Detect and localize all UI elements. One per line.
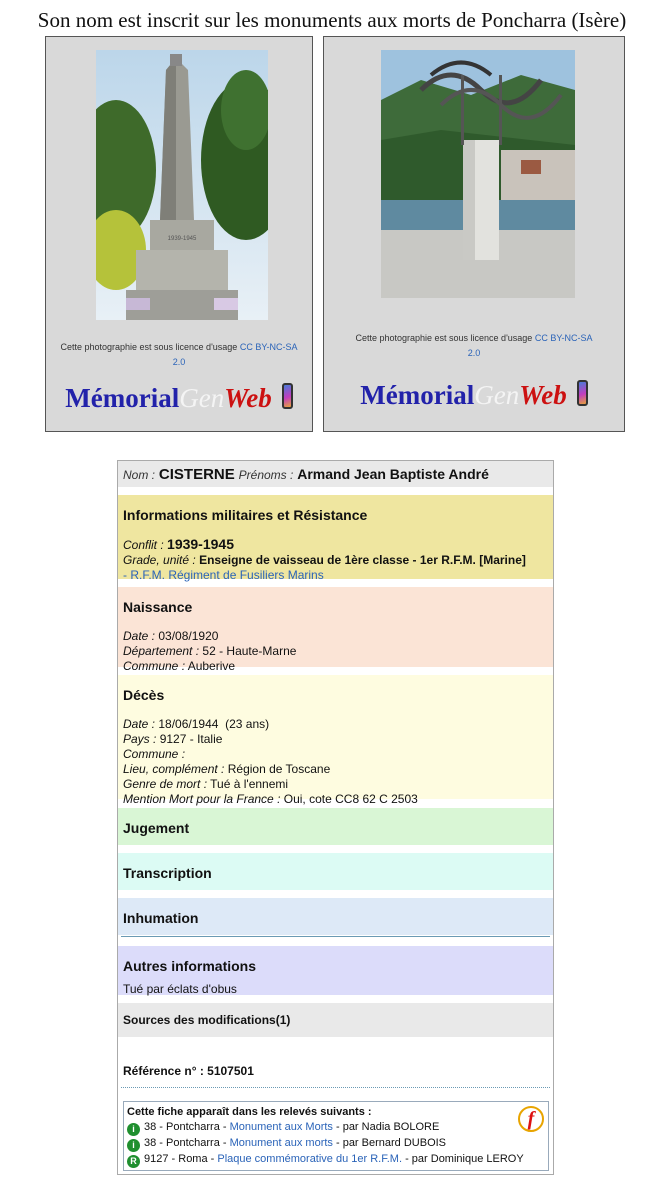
releve-prefix: 38 - Pontcharra -	[144, 1121, 230, 1133]
naissance-date-label: Date :	[123, 629, 156, 643]
prenoms-label: Prénoms :	[238, 468, 294, 482]
lieu-label: Lieu, complément :	[123, 762, 225, 776]
releve-prefix: 9127 - Roma -	[144, 1153, 218, 1165]
departement-label: Département :	[123, 644, 200, 658]
releve-row	[127, 1120, 545, 1136]
monument-photo-1[interactable]	[96, 50, 268, 320]
grade-line	[123, 553, 548, 568]
logo-part-memorial: Mémorial	[65, 383, 180, 413]
logo-part-gen: Gen	[179, 383, 225, 413]
license-version-link[interactable]: 2.0	[467, 348, 481, 358]
nom-label: Nom :	[123, 468, 156, 482]
phone-icon	[282, 383, 293, 409]
modern-monument-image	[381, 50, 575, 298]
deces-title: Décès	[123, 687, 165, 703]
transcription-section	[118, 853, 553, 890]
inhumation-title: Inhumation	[123, 910, 199, 926]
monument-inscription: 1939-1945	[167, 236, 197, 242]
autres-title: Autres informations	[123, 958, 257, 974]
prenoms-value: Armand Jean Baptiste André	[297, 466, 489, 482]
obelisk-monument-image	[96, 50, 268, 320]
naissance-date: 03/08/1920	[158, 629, 219, 643]
deces-section	[118, 675, 553, 806]
page-heading: Son nom est inscrit sur les monuments aux morts de Poncharra (Isère)	[37, 8, 627, 32]
releve-row	[127, 1136, 545, 1152]
inhumation-section	[118, 898, 553, 935]
photo-license-2	[324, 331, 624, 361]
commune-value: Auberive	[187, 659, 236, 673]
license-text: Cette photographie est sous licence d'usage	[60, 342, 238, 352]
f-icon[interactable]: f	[518, 1106, 544, 1132]
info-badge-icon: i	[127, 1139, 140, 1152]
logo-part-web: Web	[519, 380, 567, 410]
mention-label: Mention Mort pour la France :	[123, 792, 281, 806]
commune-label: Commune :	[123, 659, 186, 673]
lieu-value: Région de Toscane	[227, 762, 331, 776]
genre-label: Genre de mort :	[123, 777, 208, 791]
releve-link[interactable]: Monument aux Morts	[229, 1121, 333, 1133]
grade-label: Grade, unité :	[123, 553, 196, 567]
pays-label: Pays :	[123, 732, 157, 746]
memorialgenweb-logo[interactable]	[46, 383, 312, 414]
naissance-title: Naissance	[123, 599, 193, 615]
conflit-value: 1939-1945	[167, 536, 234, 552]
releves-box	[123, 1101, 549, 1171]
r-badge-icon: R	[127, 1155, 140, 1168]
releves-title: Cette fiche apparaît dans les relevés suivants :	[127, 1106, 372, 1118]
releve-link[interactable]: Plaque commémorative du 1er R.F.M.	[217, 1153, 403, 1165]
releve-author: - par Nadia BOLORE	[332, 1121, 440, 1133]
logo-part-memorial: Mémorial	[360, 380, 475, 410]
license-link[interactable]: CC BY-NC-SA	[534, 333, 593, 343]
photo-license-1	[46, 340, 312, 370]
military-section	[118, 495, 553, 582]
conflit-label: Conflit :	[123, 538, 164, 552]
naissance-section	[118, 587, 553, 673]
monument-photo-2[interactable]	[381, 50, 575, 298]
photo-card-2	[323, 36, 625, 432]
license-version-link[interactable]: 2.0	[172, 357, 186, 367]
jugement-title: Jugement	[123, 820, 190, 836]
deces-commune-label: Commune :	[123, 747, 186, 761]
divider	[121, 936, 550, 937]
info-badge-icon: i	[127, 1123, 140, 1136]
releve-link[interactable]: Monument aux morts	[229, 1137, 333, 1149]
nom-value: CISTERNE	[158, 466, 235, 483]
autres-section	[118, 946, 553, 995]
license-link[interactable]: CC BY-NC-SA	[239, 342, 298, 352]
grade-value: Enseigne de vaisseau de 1ère classe - 1er R.F.M. [Marine]	[199, 553, 526, 567]
name-bar	[118, 461, 553, 487]
logo-part-gen: Gen	[474, 380, 520, 410]
license-text: Cette photographie est sous licence d'usage	[355, 333, 533, 343]
photo-card-1	[45, 36, 313, 432]
releve-row	[127, 1152, 545, 1168]
mention-value: Oui, cote CC8 62 C 2503	[283, 792, 418, 806]
memorialgenweb-logo[interactable]	[324, 380, 624, 411]
releve-author: - par Dominique LEROY	[402, 1153, 524, 1165]
deces-date: 18/06/1944 (23 ans)	[158, 717, 270, 731]
genre-value: Tué à l'ennemi	[210, 777, 289, 791]
phone-icon	[577, 380, 588, 406]
unit-link[interactable]: - R.F.M. Régiment de Fusiliers Marins	[123, 568, 324, 582]
autres-text: Tué par éclats d'obus	[123, 982, 237, 996]
military-title: Informations militaires et Résistance	[123, 507, 368, 523]
jugement-section	[118, 808, 553, 845]
sources-bar[interactable]: Sources des modifications(1)	[118, 1003, 553, 1037]
logo-part-web: Web	[224, 383, 272, 413]
releve-author: - par Bernard DUBOIS	[332, 1137, 447, 1149]
person-record-card	[117, 460, 554, 1175]
reference-number: Référence n° : 5107501	[123, 1064, 254, 1078]
pays-value: 9127 - Italie	[159, 732, 223, 746]
dotted-divider	[121, 1087, 550, 1088]
departement-value: 52 - Haute-Marne	[202, 644, 297, 658]
releve-prefix: 38 - Pontcharra -	[144, 1137, 230, 1149]
deces-date-label: Date :	[123, 717, 156, 731]
conflit-line	[123, 537, 548, 553]
transcription-title: Transcription	[123, 865, 212, 881]
